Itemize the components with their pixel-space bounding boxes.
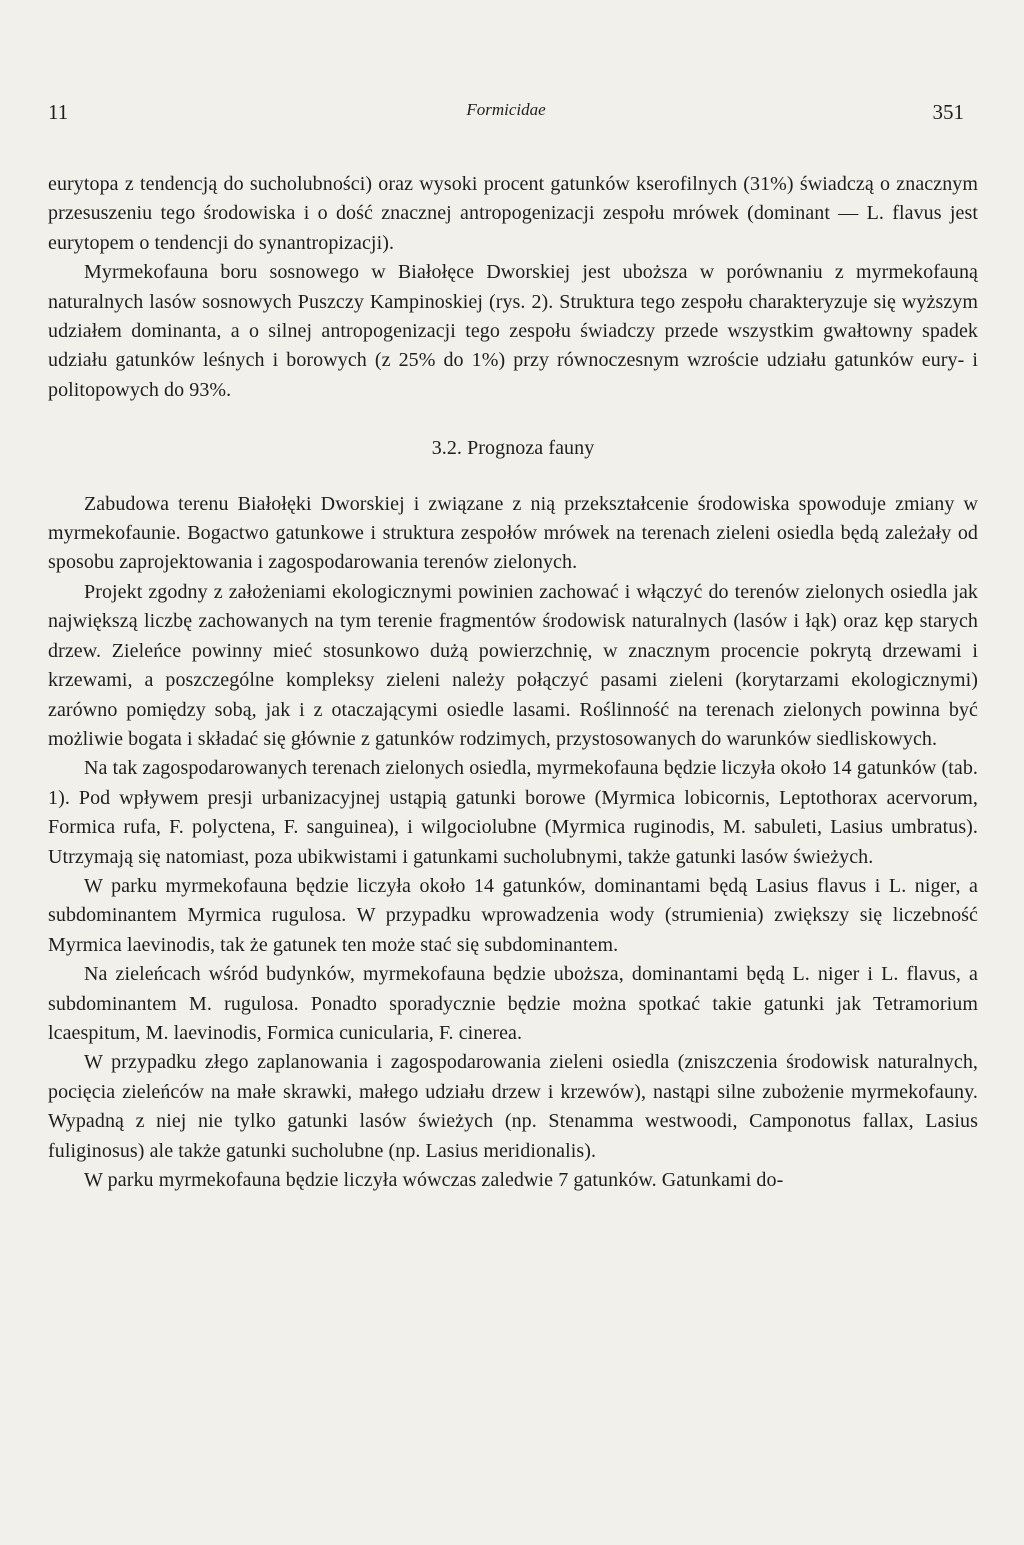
running-title: Formicidae <box>466 100 546 119</box>
paragraph: eurytopa z tendencją do sucholubności) oraz wysoki procent gatunków kserofilnych (31%) świadczą o znacznym przesuszeniu tego środowiska i o dość znacznej antropogenizacji zespołu mrówek (dominant — L. flavus jest eurytopem o tendencji do synantropizacji). <box>48 173 978 254</box>
body-text <box>48 170 978 1195</box>
paragraph: W parku myrmekofauna będzie liczyła wówczas zaledwie 7 gatunków. Gatunkami do- <box>84 1169 784 1191</box>
section-heading: 3.2. Prognoza fauny <box>431 437 595 460</box>
chapter-number: 11 <box>48 100 69 124</box>
page-number: 351 <box>932 100 964 124</box>
paragraph: W parku myrmekofauna będzie liczyła około 14 gatunków, dominantami będą Lasius flavus i L. niger, a subdominantem Myrmica rugulosa. W przypadku wprowadzenia wody (strumienia) zwiększy się liczebność Myrmica laevinodis, tak że gatunek ten może stać się subdominantem. <box>48 874 978 956</box>
page-header <box>48 100 964 130</box>
paragraph: Zabudowa terenu Białołęki Dworskiej i związane z nią przekształcenie środowiska spowoduje zmiany w myrmekofaunie. Bogactwo gatunkowe i struktura zespołów mrówek na terenach zieleni osiedla będą zależały od sposobu zaprojektowania i zagospodarowania terenów zielonych. <box>48 492 978 574</box>
paragraph: W przypadku złego zaplanowania i zagospodarowania zieleni osiedla (zniszczenia środowisk naturalnych, pocięcia zieleńców na małe skrawki, małego udziału drzew i krzewów), nastąpi silne zubożenie myrmekofauny. Wypadną z niej nie tylko gatunki lasów świeżych (np. Stenamma westwoodi, Camponotus fallax, Lasius fuliginosus) ale także gatunki sucholubne (np. Lasius meridionalis). <box>48 1051 978 1162</box>
paragraph: Na tak zagospodarowanych terenach zielonych osiedla, myrmekofauna będzie liczyła około 14 gatunków (tab. 1). Pod wpływem presji urbanizacyjnej ustąpią gatunki borowe (Myrmica lobicornis, Leptothorax acervorum, Formica rufa, F. polyctena, F. sanguinea), i wilgociolubne (Myrmica ruginodis, M. sabuleti, Lasius umbratus). Utrzymają się natomiast, poza ubikwistami i gatunkami sucholubnymi, także gatunki lasów świeżych. <box>48 757 978 868</box>
paragraph: Projekt zgodny z założeniami ekologicznymi powinien zachować i włączyć do terenów zielonych osiedla jak największą liczbę zachowanych na tym terenie fragmentów środowisk naturalnych (lasów i łąk) oraz kęp starych drzew. Zieleńce powinny mieć stosunkowo dużą powierzchnię, w znacznym procencie pokrytą drzewami i krzewami, a poszczególne kompleksy zieleni należy połączyć pasami zieleni (korytarzami ekologicznymi) zarówno pomiędzy sobą, jak i z otaczającymi osiedle lasami. Roślinność na terenach zielonych powinna być możliwie bogata i składać się głównie z gatunków rodzimych, przystosowanych do warunków siedliskowych. <box>48 580 978 750</box>
paragraph: Na zieleńcach wśród budynków, myrmekofauna będzie uboższa, dominantami będą L. niger i L. flavus, a subdominantem M. rugulosa. Ponadto sporadycznie będzie można spotkać takie gatunki jak Tetramorium lcaespitum, M. laevinodis, Formica cunicularia, F. cinerea. <box>48 963 978 1044</box>
paragraph: Myrmekofauna boru sosnowego w Białołęce Dworskiej jest uboższa w porównaniu z myrmekofauną naturalnych lasów sosnowych Puszczy Kampinoskiej (rys. 2). Struktura tego zespołu charakteryzuje się wyższym udziałem dominanta, a o silnej antropogenizacji tego zespołu świadczy przede wszystkim gwałtowny spadek udziału gatunków leśnych i borowych (z 25% do 1%) przy równoczesnym wzroście udziału gatunków eury- i politopowych do 93%. <box>48 261 978 401</box>
